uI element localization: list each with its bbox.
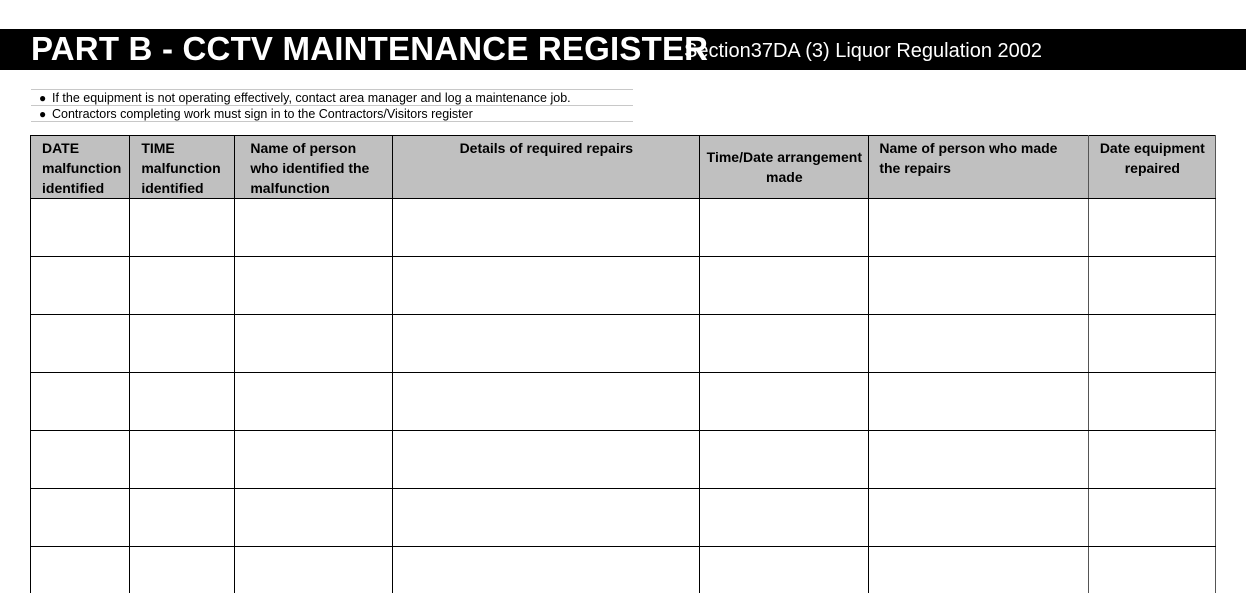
table-row	[31, 373, 1216, 431]
table-cell[interactable]	[869, 257, 1089, 315]
table-row	[31, 547, 1216, 593]
table-cell[interactable]	[869, 373, 1089, 431]
column-header-repair-details: Details of required repairs	[393, 136, 700, 199]
column-header-person-identified: Name of person who identified the malfunction	[235, 136, 393, 199]
maintenance-register-table	[30, 135, 1216, 593]
note-item	[31, 105, 633, 122]
table-cell[interactable]	[869, 431, 1089, 489]
title-bar	[0, 29, 1246, 70]
bullet-icon: ●	[39, 107, 47, 121]
table-cell[interactable]	[235, 489, 393, 547]
table-cell[interactable]	[235, 373, 393, 431]
table-cell[interactable]	[130, 315, 235, 373]
table-cell[interactable]	[1089, 431, 1216, 489]
column-header-repairer: Name of person who made the repairs	[869, 136, 1089, 199]
table-cell[interactable]	[31, 199, 130, 257]
table-header-row	[31, 136, 1216, 199]
page-title: PART B - CCTV MAINTENANCE REGISTER	[31, 30, 709, 67]
table-cell[interactable]	[869, 199, 1089, 257]
table-cell[interactable]	[393, 547, 700, 593]
instruction-notes	[31, 89, 633, 122]
table-cell[interactable]	[31, 431, 130, 489]
page-subtitle: Section37DA (3) Liquor Regulation 2002	[684, 40, 1043, 62]
table-cell[interactable]	[700, 547, 869, 593]
table-cell[interactable]	[869, 315, 1089, 373]
table-cell[interactable]	[1089, 489, 1216, 547]
table-cell[interactable]	[130, 431, 235, 489]
note-text: Contractors completing work must sign in to the Contractors/Visitors register	[52, 107, 473, 121]
table-cell[interactable]	[130, 547, 235, 593]
table-cell[interactable]	[1089, 373, 1216, 431]
table-cell[interactable]	[235, 431, 393, 489]
table-cell[interactable]	[130, 257, 235, 315]
bullet-icon: ●	[39, 91, 47, 105]
table-cell[interactable]	[700, 373, 869, 431]
table-row	[31, 315, 1216, 373]
table-cell[interactable]	[1089, 199, 1216, 257]
table-cell[interactable]	[700, 315, 869, 373]
table-cell[interactable]	[869, 489, 1089, 547]
column-header-time-identified: TIME malfunction identified	[130, 136, 235, 199]
table-cell[interactable]	[235, 199, 393, 257]
table-cell[interactable]	[235, 547, 393, 593]
table-cell[interactable]	[1089, 257, 1216, 315]
table-cell[interactable]	[700, 199, 869, 257]
table-cell[interactable]	[393, 373, 700, 431]
table-row	[31, 489, 1216, 547]
table-cell[interactable]	[235, 315, 393, 373]
table-cell[interactable]	[31, 257, 130, 315]
note-item	[31, 89, 633, 105]
table-cell[interactable]	[130, 373, 235, 431]
table-cell[interactable]	[31, 373, 130, 431]
table-cell[interactable]	[393, 431, 700, 489]
column-header-date-identified: DATE malfunction identified	[31, 136, 130, 199]
table-cell[interactable]	[31, 547, 130, 593]
table-cell[interactable]	[31, 489, 130, 547]
table-cell[interactable]	[1089, 547, 1216, 593]
table-cell[interactable]	[393, 489, 700, 547]
table-cell[interactable]	[700, 431, 869, 489]
column-header-date-repaired: Date equipment repaired	[1089, 136, 1216, 199]
column-header-arrangement: Time/Date arrangement made	[700, 136, 869, 199]
table-cell[interactable]	[393, 315, 700, 373]
table-cell[interactable]	[700, 489, 869, 547]
table-row	[31, 199, 1216, 257]
note-text: If the equipment is not operating effectively, contact area manager and log a maintenance job.	[52, 91, 571, 105]
table-cell[interactable]	[31, 315, 130, 373]
table-cell[interactable]	[393, 199, 700, 257]
table-cell[interactable]	[130, 199, 235, 257]
table-row	[31, 257, 1216, 315]
table-cell[interactable]	[700, 257, 869, 315]
table-cell[interactable]	[869, 547, 1089, 593]
table-cell[interactable]	[235, 257, 393, 315]
table-cell[interactable]	[393, 257, 700, 315]
table-cell[interactable]	[1089, 315, 1216, 373]
table-cell[interactable]	[130, 489, 235, 547]
table-row	[31, 431, 1216, 489]
